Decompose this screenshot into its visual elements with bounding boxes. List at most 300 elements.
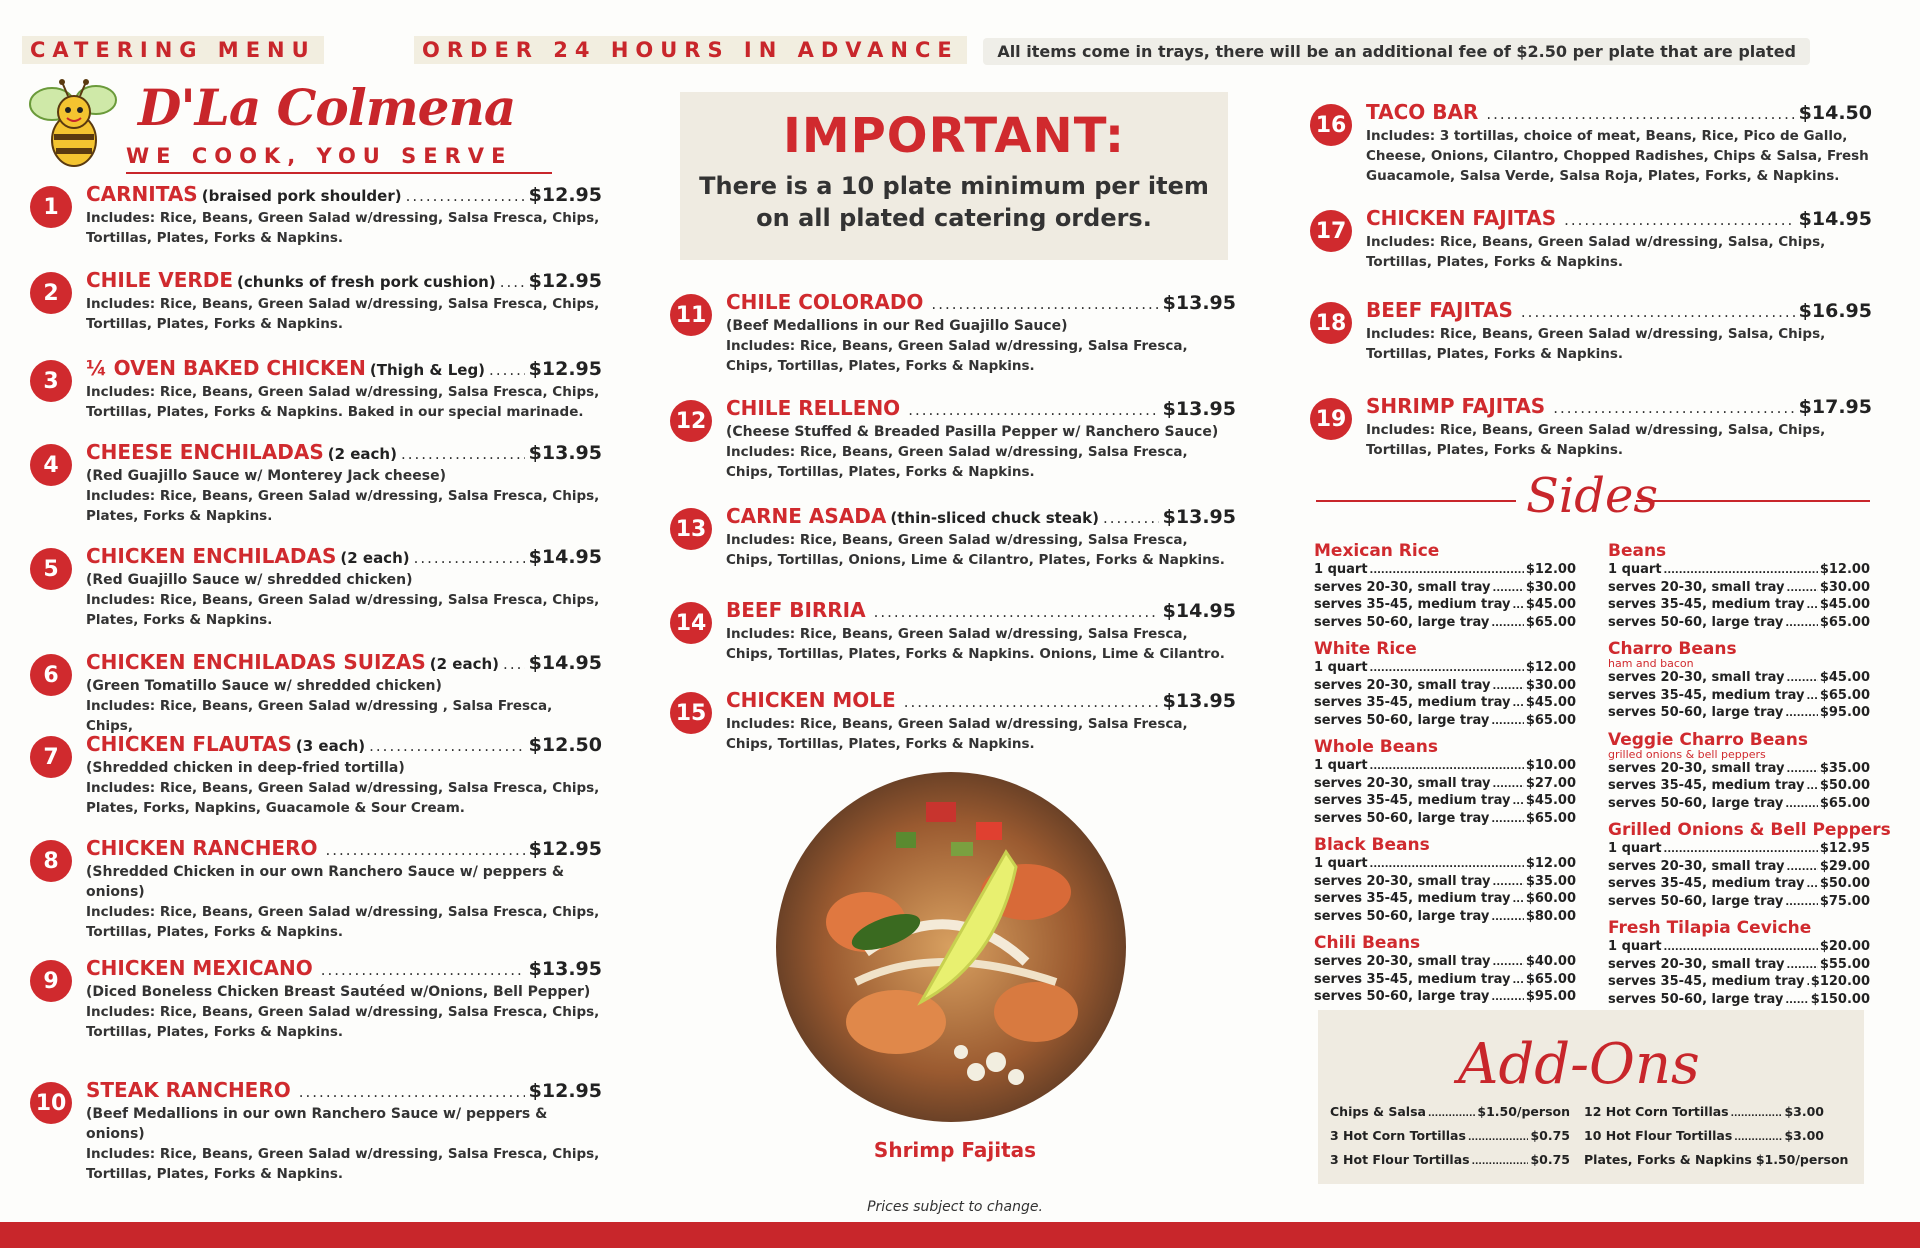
item-includes: Includes: Rice, Beans, Green Salad w/dressing, Salsa, Chips, Tortillas, Plates, Forks & Napkins. — [1366, 422, 1826, 458]
item-subtitle: (thin-sliced chuck steak) — [890, 509, 1099, 527]
side-price: $50.00 — [1819, 778, 1870, 793]
side-price: $55.00 — [1819, 956, 1870, 972]
item-leader-dots — [414, 546, 525, 570]
item-name: CHICKEN FLAUTAS — [86, 732, 292, 756]
side-price: $29.00 — [1819, 858, 1870, 874]
side-leader-dots — [1807, 779, 1818, 796]
side-size: serves 20-30, small tray — [1314, 873, 1491, 889]
item-description: (Cheese Stuffed & Breaded Pasilla Pepper w/ Ranchero Sauce) — [726, 424, 1219, 440]
addon-leader-dots — [1472, 1157, 1529, 1167]
addon-row — [1584, 1104, 1824, 1119]
side-item — [1314, 736, 1576, 828]
item-description: (Diced Boneless Chicken Breast Sautéed w/Onions, Bell Pepper) — [86, 984, 591, 1000]
important-line-2: on all plated catering orders. — [756, 204, 1152, 232]
side-price: $45.00 — [1819, 597, 1870, 612]
side-leader-dots — [1785, 895, 1818, 912]
item-price: $14.95 — [1798, 208, 1872, 230]
addon-leader-dots — [1731, 1109, 1783, 1119]
item-includes: Includes: Rice, Beans, Green Salad w/dressing, Salsa Fresca, Chips, Tortillas, Plates, Forks & Napkins. — [726, 444, 1188, 480]
item-leader-dots — [904, 690, 1159, 714]
item-price: $14.50 — [1798, 102, 1872, 124]
side-leader-dots — [1493, 875, 1524, 892]
side-price: $12.00 — [1819, 562, 1870, 577]
item-number-badge: 1 — [30, 186, 72, 228]
addon-leader-dots — [1734, 1133, 1782, 1143]
side-price: $60.00 — [1525, 891, 1576, 906]
addon-label: 10 Hot Flour Tortillas — [1584, 1128, 1733, 1143]
side-price: $65.00 — [1525, 712, 1576, 728]
top-bar — [0, 36, 1920, 64]
item-name: CHICKEN RANCHERO — [86, 836, 318, 860]
side-price: $65.00 — [1525, 614, 1576, 630]
side-price: $65.00 — [1819, 614, 1870, 630]
side-price: $10.00 — [1525, 758, 1576, 773]
item-price: $14.95 — [528, 652, 602, 674]
side-price-row — [1608, 580, 1870, 598]
side-price-row — [1608, 615, 1870, 633]
side-price: $65.00 — [1819, 795, 1870, 811]
item-includes: Includes: Rice, Beans, Green Salad w/dressing , Salsa Fresca, Chips, — [86, 698, 553, 734]
sides-rule-right — [1636, 500, 1870, 502]
item-price: $16.95 — [1798, 300, 1872, 322]
item-name: CHICKEN MEXICANO — [86, 956, 313, 980]
addon-label: 3 Hot Flour Tortillas — [1330, 1152, 1470, 1167]
side-item — [1314, 932, 1576, 1007]
item-leader-dots — [1486, 102, 1794, 126]
side-title: White Rice — [1314, 639, 1417, 659]
item-leader-dots — [1564, 208, 1795, 232]
side-size: 1 quart — [1608, 841, 1662, 856]
important-notice — [680, 92, 1228, 260]
side-price-row — [1314, 758, 1576, 776]
item-subtitle: (Thigh & Leg) — [369, 361, 486, 379]
item-name: CHILE VERDE — [86, 268, 234, 292]
side-price-row — [1608, 778, 1870, 796]
addon-label: Chips & Salsa — [1330, 1104, 1426, 1119]
item-name: CHILE COLORADO — [726, 290, 924, 314]
side-price-row — [1608, 796, 1870, 814]
side-size: serves 50-60, large tray — [1314, 614, 1490, 630]
side-leader-dots — [1664, 940, 1818, 957]
side-leader-dots — [1513, 696, 1524, 713]
side-size: serves 50-60, large tray — [1608, 893, 1784, 909]
item-description: (Red Guajillo Sauce w/ Monterey Jack cheese) — [86, 468, 446, 484]
side-size: serves 35-45, medium tray — [1608, 778, 1805, 793]
item-description: (Red Guajillo Sauce w/ shredded chicken) — [86, 572, 413, 588]
side-price-row — [1314, 695, 1576, 713]
item-number-badge: 17 — [1310, 210, 1352, 252]
item-includes: Includes: Rice, Beans, Green Salad w/dressing, Salsa, Chips, Tortillas, Plates, Forks & Napkins. — [1366, 326, 1826, 362]
side-size: serves 50-60, large tray — [1608, 795, 1784, 811]
important-line-1: There is a 10 plate minimum per item — [699, 172, 1209, 200]
side-size: serves 20-30, small tray — [1314, 954, 1491, 969]
side-price: $45.00 — [1525, 597, 1576, 612]
side-leader-dots — [1513, 973, 1524, 990]
item-name: SHRIMP FAJITAS — [1366, 394, 1546, 418]
side-price-row — [1314, 580, 1576, 598]
side-price-row — [1314, 972, 1576, 990]
item-number-badge: 15 — [670, 692, 712, 734]
item-subtitle: (2 each) — [429, 655, 500, 673]
side-price-row — [1314, 713, 1576, 731]
brand-name: D'La Colmena — [138, 78, 516, 137]
side-price-row — [1314, 954, 1576, 972]
side-price-row — [1314, 811, 1576, 829]
item-price: $13.95 — [1162, 398, 1236, 420]
side-size: serves 50-60, large tray — [1608, 705, 1784, 720]
order-ahead-label: ORDER 24 HOURS IN ADVANCE — [414, 36, 967, 64]
side-size: serves 35-45, medium tray — [1608, 974, 1805, 989]
item-number-badge: 19 — [1310, 398, 1352, 440]
prices-footnote: Prices subject to change. — [867, 1199, 1043, 1215]
item-price: $14.95 — [528, 546, 602, 568]
side-note: ham and bacon — [1608, 657, 1694, 670]
tray-note: All items come in trays, there will be an additional fee of $2.50 per plate that are plated — [983, 38, 1810, 65]
side-size: serves 20-30, small tray — [1314, 579, 1491, 595]
side-leader-dots — [1491, 812, 1524, 829]
side-title: Whole Beans — [1314, 737, 1438, 757]
item-includes: Includes: Rice, Beans, Green Salad w/dressing, Salsa Fresca, Chips, Plates, Forks & Napkins. — [86, 488, 600, 524]
item-description: (Green Tomatillo Sauce w/ shredded chicken) — [86, 678, 442, 694]
item-price: $12.95 — [528, 270, 602, 292]
side-leader-dots — [1787, 958, 1818, 975]
side-title: Fresh Tilapia Ceviche — [1608, 918, 1812, 938]
side-size: serves 50-60, large tray — [1608, 991, 1784, 1007]
shrimp-fajitas-photo — [776, 772, 1126, 1122]
item-includes: Includes: Rice, Beans, Green Salad w/dressing, Salsa Fresca, Chips, Tortillas, Plates, Forks & Napkins. — [726, 338, 1188, 374]
item-name: BEEF FAJITAS — [1366, 298, 1513, 322]
side-title: Grilled Onions & Bell Peppers — [1608, 820, 1891, 840]
photo-caption: Shrimp Fajitas — [873, 1138, 1037, 1162]
item-includes: Includes: Rice, Beans, Green Salad w/dressing, Salsa Fresca, Chips, Tortillas, Plates, Forks & Napkins. — [726, 716, 1188, 752]
item-includes: Includes: Rice, Beans, Green Salad w/dressing, Salsa Fresca, Chips, Tortillas, Onions, Lime & Cilantro, Plates, Forks & Napkins. — [726, 532, 1225, 568]
tagline-rule — [126, 172, 552, 174]
item-leader-dots — [326, 838, 525, 862]
side-leader-dots — [1491, 910, 1524, 927]
item-leader-dots — [874, 600, 1159, 624]
item-name: CHEESE ENCHILADAS — [86, 440, 324, 464]
side-size: serves 35-45, medium tray — [1608, 687, 1805, 703]
addon-row — [1330, 1128, 1570, 1143]
item-price: $17.95 — [1798, 396, 1872, 418]
side-leader-dots — [1785, 993, 1808, 1010]
item-name: CHICKEN FAJITAS — [1366, 206, 1557, 230]
item-number-badge: 6 — [30, 654, 72, 696]
side-price-row — [1314, 562, 1576, 580]
side-price-row — [1314, 776, 1576, 794]
side-leader-dots — [1787, 762, 1818, 779]
item-includes: Includes: Rice, Beans, Green Salad w/dressing, Salsa, Chips, Tortillas, Plates, Forks & Napkins. — [1366, 234, 1826, 270]
side-leader-dots — [1493, 955, 1524, 972]
item-number-badge: 9 — [30, 960, 72, 1002]
side-title: Mexican Rice — [1314, 541, 1440, 561]
side-size: serves 50-60, large tray — [1314, 908, 1490, 924]
side-size: 1 quart — [1314, 562, 1368, 577]
side-leader-dots — [1807, 689, 1818, 706]
sides-left-column — [1314, 540, 1576, 1013]
item-description: (Shredded Chicken in our own Ranchero Sauce w/ peppers & onions) — [86, 864, 565, 900]
side-title: Chili Beans — [1314, 933, 1421, 953]
item-includes: Includes: Rice, Beans, Green Salad w/dressing, Salsa Fresca, Chips, Tortillas, Plates, Forks & Napkins. Onions, Lime & Cilantro. — [726, 626, 1225, 662]
side-leader-dots — [1370, 563, 1524, 580]
item-price: $13.95 — [528, 958, 602, 980]
side-price: $95.00 — [1525, 989, 1576, 1004]
side-size: serves 50-60, large tray — [1314, 989, 1490, 1004]
side-price: $65.00 — [1819, 687, 1870, 703]
side-leader-dots — [1664, 563, 1818, 580]
item-price: $13.95 — [1162, 690, 1236, 712]
side-size: serves 20-30, small tray — [1314, 775, 1491, 791]
item-includes: Includes: Rice, Beans, Green Salad w/dressing, Salsa Fresca, Chips, Plates, Forks, Napkins, Guacamole & Sour Cream. — [86, 780, 600, 816]
item-number-badge: 4 — [30, 444, 72, 486]
side-leader-dots — [1807, 877, 1818, 894]
side-price: $150.00 — [1810, 991, 1870, 1007]
addon-row — [1330, 1104, 1570, 1119]
side-price-row — [1608, 761, 1870, 779]
item-name: CHICKEN MOLE — [726, 688, 896, 712]
side-item — [1314, 834, 1576, 926]
side-price-row — [1314, 856, 1576, 874]
side-price: $45.00 — [1525, 695, 1576, 710]
item-number-badge: 18 — [1310, 302, 1352, 344]
side-price: $45.00 — [1819, 670, 1870, 685]
item-name: CHICKEN ENCHILADAS — [86, 544, 337, 568]
addon-row — [1584, 1128, 1824, 1143]
side-leader-dots — [1493, 679, 1524, 696]
item-number-badge: 16 — [1310, 104, 1352, 146]
item-includes: Includes: Rice, Beans, Green Salad w/dressing, Salsa Fresca, Chips, Tortillas, Plates, Forks & Napkins. — [86, 210, 600, 246]
side-price: $80.00 — [1525, 908, 1576, 924]
side-leader-dots — [1787, 581, 1818, 598]
item-includes: Includes: Rice, Beans, Green Salad w/dressing, Salsa Fresca, Chips, Tortillas, Plates, Forks & Napkins. — [86, 1004, 600, 1040]
item-leader-dots — [1521, 300, 1795, 324]
side-size: serves 20-30, small tray — [1608, 579, 1785, 595]
item-subtitle: (chunks of fresh pork cushion) — [237, 273, 496, 291]
side-leader-dots — [1807, 598, 1818, 615]
bee-mascot-icon — [22, 74, 126, 172]
side-price-row — [1608, 705, 1870, 723]
side-title: Black Beans — [1314, 835, 1430, 855]
side-size: serves 20-30, small tray — [1608, 760, 1785, 776]
side-price-row — [1314, 793, 1576, 811]
item-price: $12.95 — [528, 1080, 602, 1102]
side-size: 1 quart — [1608, 562, 1662, 577]
side-price-row — [1608, 992, 1870, 1010]
addon-price: $3.00 — [1784, 1104, 1824, 1119]
addon-leader-dots — [1468, 1133, 1529, 1143]
catering-menu-label: CATERING MENU — [22, 36, 324, 64]
side-price: $45.00 — [1525, 793, 1576, 808]
side-leader-dots — [1491, 990, 1524, 1007]
addon-leader-dots — [1428, 1109, 1475, 1119]
side-price: $12.00 — [1525, 562, 1576, 577]
side-size: 1 quart — [1314, 660, 1368, 675]
addon-label: Plates, Forks & Napkins — [1584, 1152, 1752, 1167]
side-price-row — [1608, 859, 1870, 877]
side-price-row — [1608, 562, 1870, 580]
addon-price: $0.75 — [1530, 1152, 1570, 1167]
side-price-row — [1314, 989, 1576, 1007]
side-size: serves 50-60, large tray — [1608, 614, 1784, 630]
item-number-badge: 3 — [30, 360, 72, 402]
item-leader-dots — [1553, 396, 1794, 420]
item-number-badge: 2 — [30, 272, 72, 314]
item-leader-dots — [299, 1080, 525, 1104]
side-leader-dots — [1664, 842, 1818, 859]
brand-logo — [22, 74, 552, 174]
side-leader-dots — [1493, 777, 1524, 794]
item-leader-dots — [369, 734, 525, 758]
side-leader-dots — [1370, 759, 1524, 776]
side-price-row — [1608, 841, 1870, 859]
item-name: CHICKEN ENCHILADAS SUIZAS — [86, 650, 426, 674]
side-price: $35.00 — [1819, 760, 1870, 776]
item-price: $12.95 — [528, 184, 602, 206]
side-price: $65.00 — [1525, 810, 1576, 826]
brand-tagline: WE COOK, YOU SERVE — [126, 144, 513, 168]
addons-title: Add-Ons — [1458, 1032, 1700, 1097]
item-subtitle: (braised pork shoulder) — [201, 187, 402, 205]
item-subtitle: (2 each) — [340, 549, 410, 567]
side-price: $30.00 — [1819, 579, 1870, 595]
side-size: serves 20-30, small tray — [1608, 858, 1785, 874]
side-price-row — [1314, 660, 1576, 678]
addon-price: $3.00 — [1784, 1128, 1824, 1143]
item-leader-dots — [500, 270, 525, 294]
side-size: serves 35-45, medium tray — [1314, 597, 1511, 612]
side-price: $12.95 — [1819, 841, 1870, 856]
addon-row — [1330, 1152, 1570, 1167]
sides-rule-left — [1316, 500, 1516, 502]
side-price: $12.00 — [1525, 660, 1576, 675]
side-leader-dots — [1513, 892, 1524, 909]
item-leader-dots — [401, 442, 525, 466]
side-price-row — [1608, 688, 1870, 706]
item-price: $12.95 — [528, 358, 602, 380]
item-includes: Includes: Rice, Beans, Green Salad w/dressing, Salsa Fresca, Chips, Tortillas, Plates, Forks & Napkins. — [86, 296, 600, 332]
side-price-row — [1314, 874, 1576, 892]
side-leader-dots — [1370, 661, 1524, 678]
side-size: serves 20-30, small tray — [1608, 956, 1785, 972]
addon-price: $0.75 — [1530, 1128, 1570, 1143]
item-name: ¼ OVEN BAKED CHICKEN — [86, 356, 366, 380]
side-size: serves 35-45, medium tray — [1608, 597, 1805, 612]
addon-label: 3 Hot Corn Tortillas — [1330, 1128, 1466, 1143]
addon-row — [1584, 1152, 1849, 1167]
side-leader-dots — [1807, 975, 1809, 992]
side-price-row — [1314, 909, 1576, 927]
side-leader-dots — [1787, 860, 1818, 877]
side-price: $95.00 — [1819, 705, 1870, 720]
side-leader-dots — [1513, 794, 1524, 811]
item-leader-dots — [931, 292, 1158, 316]
side-size: 1 quart — [1314, 758, 1368, 773]
side-note: grilled onions & bell peppers — [1608, 747, 1766, 761]
side-price: $40.00 — [1525, 954, 1576, 969]
side-price-row — [1314, 678, 1576, 696]
item-leader-dots — [489, 358, 525, 382]
side-size: serves 20-30, small tray — [1608, 670, 1785, 685]
side-leader-dots — [1493, 581, 1524, 598]
side-size: serves 35-45, medium tray — [1314, 891, 1511, 906]
side-size: serves 20-30, small tray — [1314, 677, 1491, 693]
side-title: Beans — [1608, 541, 1667, 561]
item-name: TACO BAR — [1366, 100, 1479, 124]
item-price: $12.95 — [528, 838, 602, 860]
item-description: (Beef Medallions in our own Ranchero Sauce w/ peppers & onions) — [86, 1106, 548, 1142]
item-description: (Shredded chicken in deep-fried tortilla) — [86, 760, 405, 776]
side-leader-dots — [1785, 706, 1818, 723]
side-item — [1314, 638, 1576, 730]
item-name: BEEF BIRRIA — [726, 598, 866, 622]
item-number-badge: 10 — [30, 1082, 72, 1124]
side-price: $27.00 — [1525, 775, 1576, 791]
item-includes: Includes: Rice, Beans, Green Salad w/dressing, Salsa Fresca, Chips, Tortillas, Plates, Forks & Napkins. — [86, 1146, 600, 1182]
item-name: STEAK RANCHERO — [86, 1078, 291, 1102]
side-price: $50.00 — [1819, 876, 1870, 891]
side-price-row — [1608, 974, 1870, 992]
sides-title: Sides — [1526, 468, 1658, 524]
item-leader-dots — [503, 652, 525, 676]
item-includes: Includes: Rice, Beans, Green Salad w/dressing, Salsa Fresca, Chips, Tortillas, Plates, Forks & Napkins. — [86, 904, 600, 940]
side-price: $30.00 — [1525, 579, 1576, 595]
side-price: $65.00 — [1525, 971, 1576, 987]
item-leader-dots — [908, 398, 1158, 422]
addon-price: $1.50/person — [1755, 1152, 1849, 1167]
side-leader-dots — [1491, 616, 1524, 633]
addons-panel — [1318, 1010, 1864, 1184]
side-price-row — [1608, 894, 1870, 912]
item-name: CARNE ASADA — [726, 504, 887, 528]
side-title: Veggie Charro Beans — [1608, 729, 1808, 750]
sides-right-column — [1608, 540, 1891, 1015]
side-price: $35.00 — [1525, 873, 1576, 889]
side-item — [1608, 819, 1891, 911]
side-item — [1608, 917, 1870, 1009]
side-leader-dots — [1513, 598, 1524, 615]
side-item — [1608, 729, 1870, 814]
item-price: $13.95 — [528, 442, 602, 464]
side-item — [1314, 540, 1576, 632]
item-price: $14.95 — [1162, 600, 1236, 622]
item-price: $13.95 — [1162, 506, 1236, 528]
item-leader-dots — [321, 958, 525, 982]
side-size: serves 35-45, medium tray — [1314, 793, 1511, 808]
item-includes: Includes: Rice, Beans, Green Salad w/dressing, Salsa Fresca, Chips, Plates, Forks & Napkins. — [86, 592, 600, 628]
item-includes: Includes: Rice, Beans, Green Salad w/dressing, Salsa Fresca, Chips, Tortillas, Plates, Forks & Napkins. Baked in our special marinade. — [86, 384, 600, 420]
item-subtitle: (3 each) — [295, 737, 366, 755]
side-leader-dots — [1785, 616, 1818, 633]
side-price-row — [1608, 597, 1870, 615]
item-description: (Beef Medallions in our Red Guajillo Sauce) — [726, 318, 1068, 334]
item-price: $13.95 — [1162, 292, 1236, 314]
item-number-badge: 12 — [670, 400, 712, 442]
item-number-badge: 14 — [670, 602, 712, 644]
side-price: $12.00 — [1525, 856, 1576, 871]
item-number-badge: 5 — [30, 548, 72, 590]
side-size: serves 50-60, large tray — [1314, 810, 1490, 826]
side-price: $75.00 — [1819, 893, 1870, 909]
important-title: IMPORTANT: — [782, 108, 1126, 164]
side-price-row — [1608, 876, 1870, 894]
side-price-row — [1314, 615, 1576, 633]
side-title: Charro Beans — [1608, 639, 1737, 659]
addon-price: $1.50/person — [1477, 1104, 1570, 1119]
side-price-row — [1608, 939, 1870, 957]
item-number-badge: 8 — [30, 840, 72, 882]
side-leader-dots — [1785, 797, 1818, 814]
side-price-row — [1608, 957, 1870, 975]
